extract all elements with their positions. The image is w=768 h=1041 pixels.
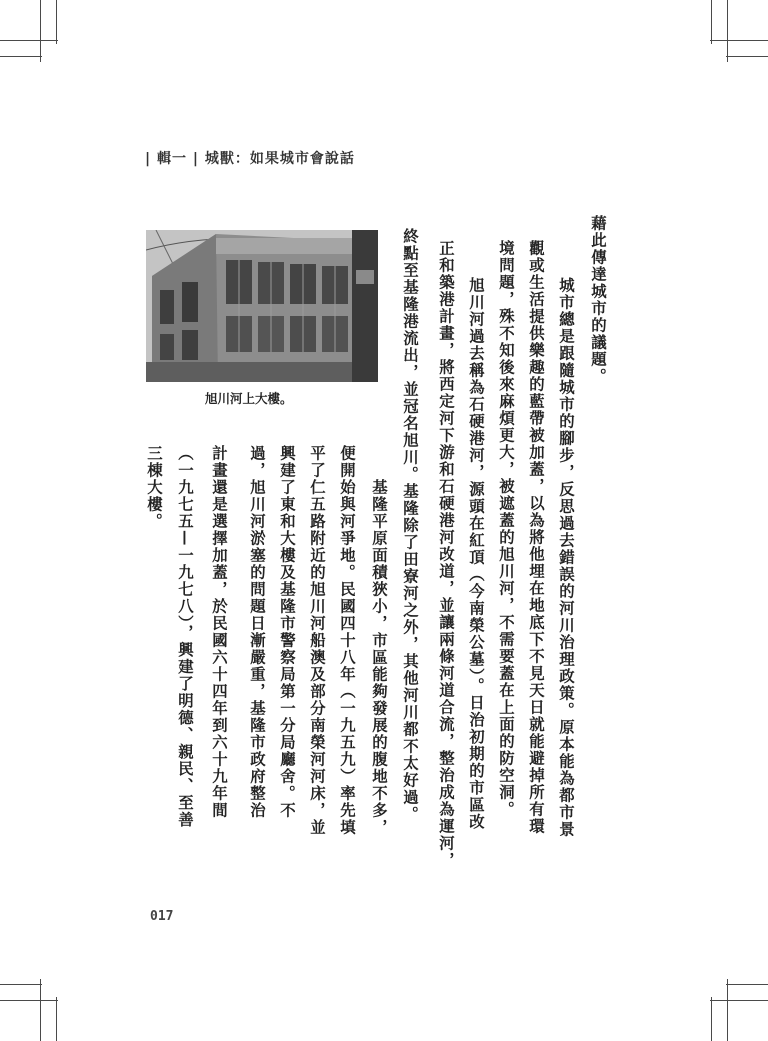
crop-mark: [727, 0, 728, 62]
text-column: 終點至基隆港流出，並冠名旭川。基隆除了田寮河之外，其他河川都不太好過。: [401, 228, 419, 823]
crop-mark: [40, 979, 41, 1041]
text-column: 基隆平原面積狹小，市區能夠發展的腹地不多，: [370, 445, 388, 836]
text-column: 三棟大樓。: [145, 445, 163, 530]
crop-mark: [56, 997, 57, 1041]
text-column: 觀或生活提供樂趣的藍帶被加蓋，以為將他埋在地底下不見天日就能避掉所有環: [527, 240, 545, 835]
crop-mark: [726, 56, 768, 57]
crop-mark: [0, 56, 42, 57]
crop-mark: [726, 984, 768, 985]
text-column: 過，旭川河淤塞的問題日漸嚴重，基隆市政府整治: [248, 445, 266, 819]
text-column: 計畫還是選擇加蓋，於民國六十四年到六十九年間: [210, 445, 228, 819]
crop-mark: [711, 0, 712, 44]
text-column: 境問題，殊不知後來麻煩更大，被遮蓋的旭川河，不需要蓋在上面的防空洞。: [497, 240, 515, 818]
photo-caption: 旭川河上大樓。: [205, 391, 293, 406]
crop-mark: [711, 997, 712, 1041]
crop-mark: [0, 1000, 58, 1001]
crop-mark: [710, 1000, 768, 1001]
building-photo: [146, 230, 378, 382]
text-column: 正和築港計畫，將西定河下游和石硬港河改道，並讓兩條河道合流，整治成為運河，: [437, 240, 455, 869]
crop-mark: [710, 40, 768, 41]
running-header: | 輯一 | 城獸：如果城市會說話: [145, 151, 355, 167]
text-column: 藉此傳達城市的議題。: [589, 215, 607, 385]
crop-mark: [0, 40, 58, 41]
text-column: 城市總是跟隨城市的腳步，反思過去錯誤的河川治理政策。原本能為都市景: [557, 243, 575, 838]
page-number: 017: [150, 909, 174, 924]
text-column: 便開始與河爭地。民國四十八年（一九五九）率先填: [338, 445, 356, 836]
crop-mark: [727, 979, 728, 1041]
crop-mark: [40, 0, 41, 62]
text-column: 興建了東和大樓及基隆市警察局第一分局廳舍。不: [278, 445, 296, 819]
crop-mark: [0, 984, 42, 985]
crop-mark: [56, 0, 57, 44]
text-column: 平了仁五路附近的旭川河船澳及部分南榮河河床，並: [308, 445, 326, 836]
text-column: 旭川河過去稱為石硬港河，源頭在紅頂（今南榮公墓）。日治初期的市區改: [467, 243, 485, 831]
text-column: （一九七五—一九七八），興建了明德、親民、至善: [176, 445, 194, 829]
